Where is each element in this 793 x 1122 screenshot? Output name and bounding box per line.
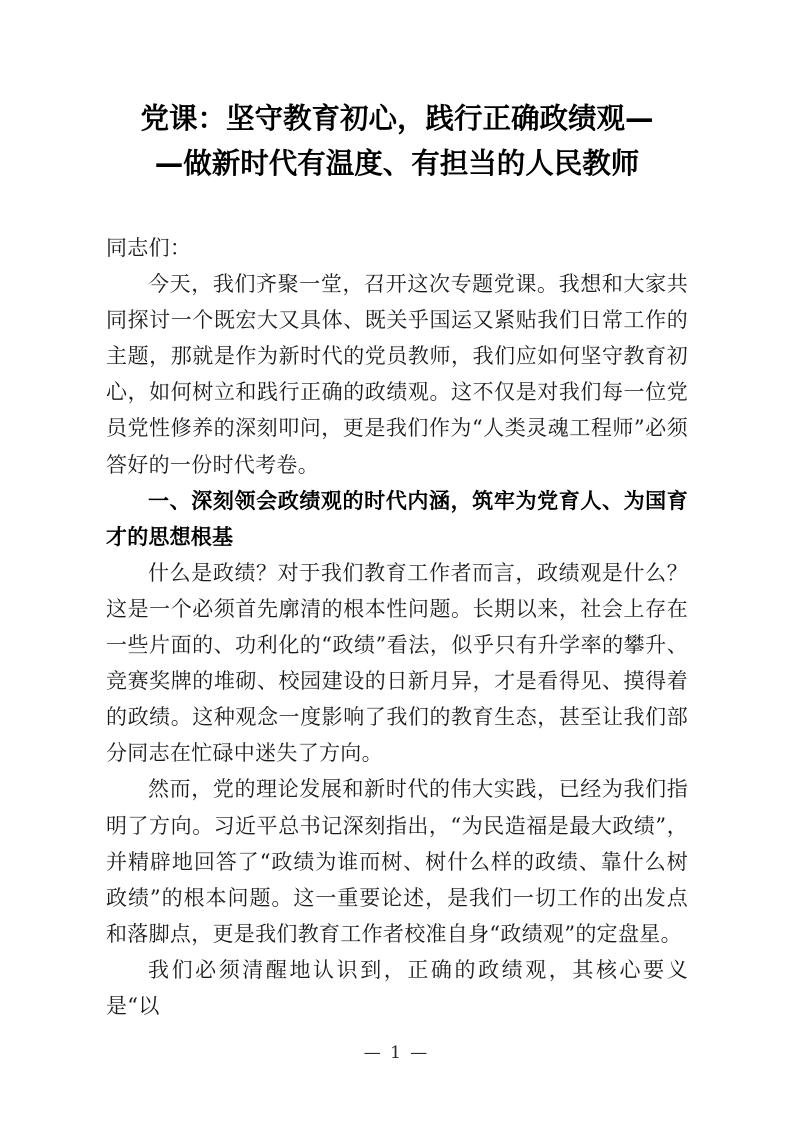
page-title (106, 96, 688, 186)
salutation: 同志们： (106, 236, 192, 260)
section-heading-1: 一、深刻领会政绩观的时代内涵，筑牢为党育人、为国育才的思想根基 (106, 488, 688, 549)
page-title-line-2: —做新时代有温度、有担当的人民教师 (154, 147, 640, 180)
paragraph-3: 我们必须清醒地认识到，正确的政绩观，其核心要义是“以 (106, 957, 688, 1018)
page-title-line-1: 党课：坚守教育初心，践行正确政绩观— (140, 102, 654, 135)
document-body (106, 230, 688, 1024)
page-footer: — 1 — (363, 1043, 430, 1063)
paragraph-intro: 今天，我们齐聚一堂，召开这次专题党课。我想和大家共同探讨一个既宏大又具体、既关乎国运又紧贴我们日常工作的主题，那就是作为新时代的党员教师，我们应如何坚守教育初心，如何树立和践行正确的政绩观。这不仅是对我们每一位党员党性修养的深刻叩问，更是我们作为“人类灵魂工程师”必须答好的一份时代考卷。 (106, 272, 688, 477)
paragraph-2: 然而，党的理论发展和新时代的伟大实践，已经为我们指明了方向。习近平总书记深刻指出，“为民造福是最大政绩”，并精辟地回答了“政绩为谁而树、树什么样的政绩、靠什么树政绩”的根本问题。这一重要论述，是我们一切工作的出发点和落脚点，更是我们教育工作者校准自身“政绩观”的定盘星。 (106, 777, 688, 946)
paragraph-1: 什么是政绩？对于我们教育工作者而言，政绩观是什么？这是一个必须首先廓清的根本性问题。长期以来，社会上存在一些片面的、功利化的“政绩”看法，似乎只有升学率的攀升、竞赛奖牌的堆砌、校园建设的日新月异，才是看得见、摸得着的政绩。这种观念一度影响了我们的教育生态，甚至让我们部分同志在忙碌中迷失了方向。 (106, 560, 688, 766)
page-content (106, 96, 688, 1024)
